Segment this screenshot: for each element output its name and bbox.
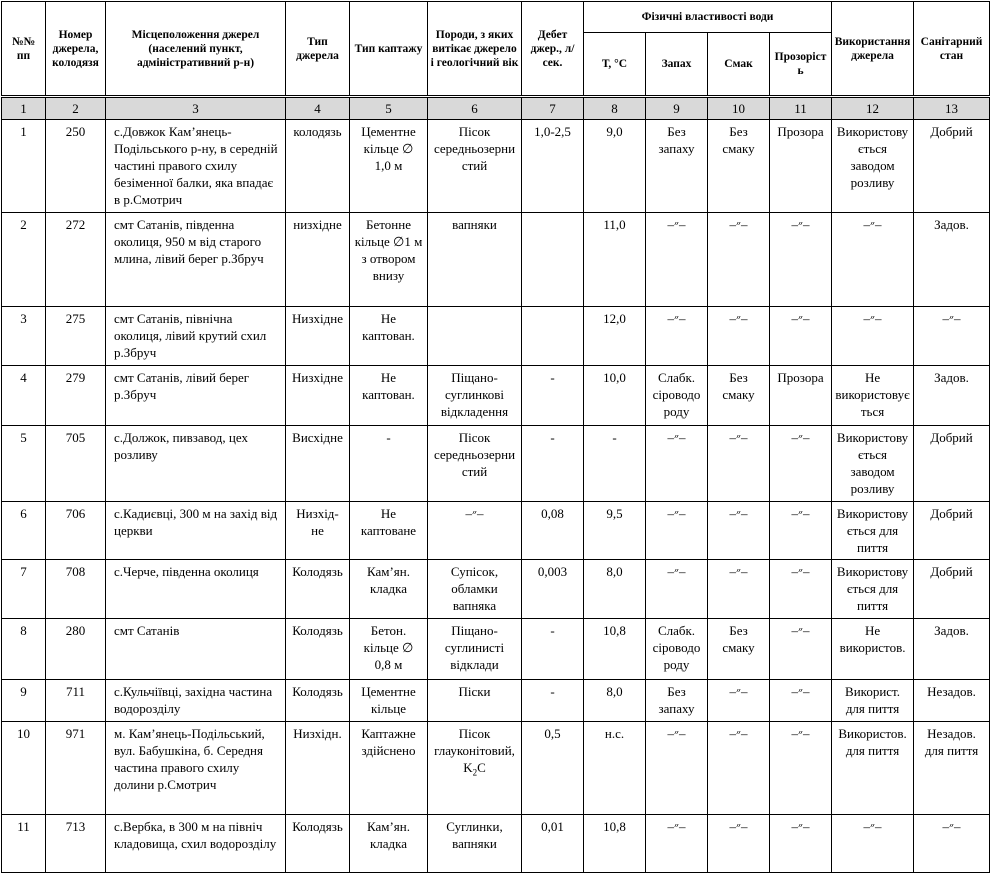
rocks-tail-text: C	[477, 760, 486, 775]
cell-num: 11	[2, 815, 46, 873]
header-rocks: Породи, з яких витікає джерело і геологічний вік	[428, 2, 522, 97]
cell-sanitary: Добрий	[914, 426, 990, 502]
cell-taste: Без смаку	[708, 120, 770, 213]
cell-spring-type: Низхід-не	[286, 502, 350, 560]
table-row	[2, 426, 990, 502]
cell-sanitary: Добрий	[914, 560, 990, 619]
cell-temp: 9,0	[584, 120, 646, 213]
cell-spring-type: Низхідн.	[286, 722, 350, 815]
rocks-main-text: Пісок глауконітовий, K	[434, 726, 515, 775]
cell-rocks: –״–	[428, 502, 522, 560]
cell-spring-type: Колодязь	[286, 680, 350, 722]
cell-usage: –״–	[832, 815, 914, 873]
cell-sanitary: –״–	[914, 815, 990, 873]
rocks-subscript: 2	[472, 767, 478, 778]
cell-usage: Використовується заводом розливу	[832, 426, 914, 502]
cell-debit	[522, 213, 584, 307]
cell-taste: –״–	[708, 502, 770, 560]
cell-debit: 1,0-2,5	[522, 120, 584, 213]
cell-location: м. Кам’янець-Подільський, вул. Бабушкіна, б. Середня частина правого схилу долини р.Смотрич	[106, 722, 286, 815]
cell-taste: –״–	[708, 213, 770, 307]
cell-source-no: 711	[46, 680, 106, 722]
table-row	[2, 120, 990, 213]
cell-taste: –״–	[708, 680, 770, 722]
cell-rocks: Пісок середньозернистий	[428, 120, 522, 213]
cell-rocks	[428, 722, 522, 815]
header-source-no: Номер джерела, колодязя	[46, 2, 106, 97]
cell-captage: Не каптован.	[350, 366, 428, 426]
table-row	[2, 366, 990, 426]
cell-smell: –״–	[646, 307, 708, 366]
cell-taste: –״–	[708, 307, 770, 366]
cell-num: 6	[2, 502, 46, 560]
cell-smell: –״–	[646, 426, 708, 502]
cell-source-no: 279	[46, 366, 106, 426]
cell-location: смт Сатанів, північна околиця, лівий крутий схил р.Збруч	[106, 307, 286, 366]
cell-num: 3	[2, 307, 46, 366]
header-temp: Т, °С	[584, 33, 646, 97]
cell-transparency: –״–	[770, 307, 832, 366]
cell-location: с.Кадиєвці, 300 м на захід від церкви	[106, 502, 286, 560]
cell-temp: -	[584, 426, 646, 502]
cell-spring-type: низхідне	[286, 213, 350, 307]
cell-captage: Не каптован.	[350, 307, 428, 366]
cell-smell: –״–	[646, 560, 708, 619]
cell-temp: 8,0	[584, 560, 646, 619]
cell-captage: Кам’ян. кладка	[350, 560, 428, 619]
cell-spring-type: Висхідне	[286, 426, 350, 502]
cell-captage: Бетон. кільце ∅ 0,8 м	[350, 619, 428, 680]
cell-usage: Використовується заводом розливу	[832, 120, 914, 213]
header-captage: Тип каптажу	[350, 2, 428, 97]
column-number: 10	[708, 97, 770, 120]
column-number: 3	[106, 97, 286, 120]
cell-transparency: –״–	[770, 560, 832, 619]
cell-debit: 0,08	[522, 502, 584, 560]
cell-transparency: –״–	[770, 426, 832, 502]
cell-temp: 10,0	[584, 366, 646, 426]
cell-temp: 9,5	[584, 502, 646, 560]
cell-sanitary: Задов.	[914, 366, 990, 426]
cell-captage: -	[350, 426, 428, 502]
cell-captage: Кам’ян. кладка	[350, 815, 428, 873]
cell-transparency: Прозора	[770, 366, 832, 426]
header-spring-type: Тип джерела	[286, 2, 350, 97]
cell-location: с.Довжок Кам’янець-Подільського р-ну, в середній частині правого схилу безіменної балки, яка впадає в р.Смотрич	[106, 120, 286, 213]
cell-usage: Не використовується	[832, 366, 914, 426]
table-row	[2, 680, 990, 722]
cell-smell: –״–	[646, 815, 708, 873]
cell-smell: Без запаху	[646, 680, 708, 722]
header-num: №№ пп	[2, 2, 46, 97]
table-row	[2, 815, 990, 873]
cell-taste: –״–	[708, 722, 770, 815]
header-transparency: Прозорість	[770, 33, 832, 97]
column-number: 1	[2, 97, 46, 120]
cell-spring-type: Колодязь	[286, 560, 350, 619]
cell-location: с.Черче, південна околиця	[106, 560, 286, 619]
cell-usage: –״–	[832, 213, 914, 307]
cell-sanitary: Незадов.	[914, 680, 990, 722]
cell-captage: Цементне кільце	[350, 680, 428, 722]
column-number: 6	[428, 97, 522, 120]
cell-rocks: Суглинки, вапняки	[428, 815, 522, 873]
table-row	[2, 619, 990, 680]
cell-source-no: 280	[46, 619, 106, 680]
column-number: 2	[46, 97, 106, 120]
cell-captage: Каптажне здійснено	[350, 722, 428, 815]
cell-taste: Без смаку	[708, 619, 770, 680]
column-number: 13	[914, 97, 990, 120]
cell-debit: -	[522, 426, 584, 502]
cell-spring-type: Низхідне	[286, 307, 350, 366]
cell-temp: 10,8	[584, 619, 646, 680]
cell-spring-type: Низхідне	[286, 366, 350, 426]
cell-source-no: 272	[46, 213, 106, 307]
cell-smell: Без запаху	[646, 120, 708, 213]
cell-rocks: Пісок середньозернистий	[428, 426, 522, 502]
cell-usage: Використовується для пиття	[832, 560, 914, 619]
cell-usage: Не використов.	[832, 619, 914, 680]
cell-location: смт Сатанів, південна околиця, 950 м від старого млина, лівий берег р.Збруч	[106, 213, 286, 307]
cell-sanitary: Задов.	[914, 213, 990, 307]
cell-captage: Бетонне кільце ∅1 м з отвором внизу	[350, 213, 428, 307]
cell-transparency: –״–	[770, 213, 832, 307]
cell-source-no: 705	[46, 426, 106, 502]
cell-source-no: 713	[46, 815, 106, 873]
header-location: Місцеположення джерел (населений пункт, адміністративний р-н)	[106, 2, 286, 97]
cell-num: 7	[2, 560, 46, 619]
cell-source-no: 971	[46, 722, 106, 815]
cell-num: 10	[2, 722, 46, 815]
cell-taste: –״–	[708, 815, 770, 873]
cell-num: 2	[2, 213, 46, 307]
header-usage: Використання джерела	[832, 2, 914, 97]
cell-rocks: Піски	[428, 680, 522, 722]
cell-source-no: 706	[46, 502, 106, 560]
header-debit: Дебет джер., л/сек.	[522, 2, 584, 97]
cell-smell: –״–	[646, 722, 708, 815]
cell-rocks	[428, 307, 522, 366]
cell-taste: Без смаку	[708, 366, 770, 426]
cell-debit	[522, 307, 584, 366]
table-row	[2, 213, 990, 307]
cell-transparency: –״–	[770, 619, 832, 680]
column-number-row	[2, 97, 990, 120]
table-row	[2, 560, 990, 619]
cell-num: 4	[2, 366, 46, 426]
cell-captage: Цементне кільце ∅ 1,0 м	[350, 120, 428, 213]
header-physical: Фізичні властивості води	[584, 2, 832, 33]
cell-debit: 0,5	[522, 722, 584, 815]
cell-temp: 10,8	[584, 815, 646, 873]
cell-source-no: 275	[46, 307, 106, 366]
header-smell: Запах	[646, 33, 708, 97]
cell-transparency: –״–	[770, 722, 832, 815]
cell-spring-type: Колодязь	[286, 619, 350, 680]
column-number: 12	[832, 97, 914, 120]
cell-transparency: –״–	[770, 680, 832, 722]
cell-num: 8	[2, 619, 46, 680]
table-row	[2, 722, 990, 815]
cell-debit: -	[522, 680, 584, 722]
cell-taste: –״–	[708, 560, 770, 619]
cell-sanitary: Незадов. для пиття	[914, 722, 990, 815]
cell-debit: 0,01	[522, 815, 584, 873]
cell-usage: Використов. для пиття	[832, 722, 914, 815]
header-row	[2, 2, 990, 33]
cell-location: смт Сатанів	[106, 619, 286, 680]
cell-sanitary: Задов.	[914, 619, 990, 680]
table-row	[2, 502, 990, 560]
cell-rocks: Супісок, обламки вапняка	[428, 560, 522, 619]
cell-temp: 12,0	[584, 307, 646, 366]
cell-source-no: 708	[46, 560, 106, 619]
cell-usage: Використовується для пиття	[832, 502, 914, 560]
cell-location: с.Должок, пивзавод, цех розливу	[106, 426, 286, 502]
cell-debit: -	[522, 366, 584, 426]
cell-num: 5	[2, 426, 46, 502]
cell-transparency: Прозора	[770, 120, 832, 213]
cell-rocks: Піщано-суглинкові відкладення	[428, 366, 522, 426]
cell-temp: н.с.	[584, 722, 646, 815]
cell-temp: 8,0	[584, 680, 646, 722]
cell-transparency: –״–	[770, 502, 832, 560]
cell-rocks: вапняки	[428, 213, 522, 307]
cell-captage: Не каптоване	[350, 502, 428, 560]
cell-smell: Слабк. сіроводороду	[646, 619, 708, 680]
column-number: 9	[646, 97, 708, 120]
cell-smell: –״–	[646, 502, 708, 560]
cell-transparency: –״–	[770, 815, 832, 873]
header-taste: Смак	[708, 33, 770, 97]
cell-debit: -	[522, 619, 584, 680]
cell-source-no: 250	[46, 120, 106, 213]
cell-taste: –״–	[708, 426, 770, 502]
springs-table	[1, 1, 990, 873]
cell-debit: 0,003	[522, 560, 584, 619]
cell-smell: –״–	[646, 213, 708, 307]
cell-usage: –״–	[832, 307, 914, 366]
column-number: 8	[584, 97, 646, 120]
cell-smell: Слабк. сіроводороду	[646, 366, 708, 426]
cell-temp: 11,0	[584, 213, 646, 307]
column-number: 4	[286, 97, 350, 120]
cell-rocks: Піщано-суглинисті відклади	[428, 619, 522, 680]
cell-num: 1	[2, 120, 46, 213]
cell-sanitary: Добрий	[914, 502, 990, 560]
column-number: 5	[350, 97, 428, 120]
column-number: 7	[522, 97, 584, 120]
cell-location: с.Кульчіївці, західна частина водорозділу	[106, 680, 286, 722]
header-sanitary: Санітарний стан	[914, 2, 990, 97]
cell-spring-type: колодязь	[286, 120, 350, 213]
cell-sanitary: –״–	[914, 307, 990, 366]
cell-num: 9	[2, 680, 46, 722]
cell-location: смт Сатанів, лівий берег р.Збруч	[106, 366, 286, 426]
cell-location: с.Вербка, в 300 м на північ кладовища, схил водорозділу	[106, 815, 286, 873]
cell-sanitary: Добрий	[914, 120, 990, 213]
cell-usage: Використ. для пиття	[832, 680, 914, 722]
column-number: 11	[770, 97, 832, 120]
table-row	[2, 307, 990, 366]
cell-spring-type: Колодязь	[286, 815, 350, 873]
